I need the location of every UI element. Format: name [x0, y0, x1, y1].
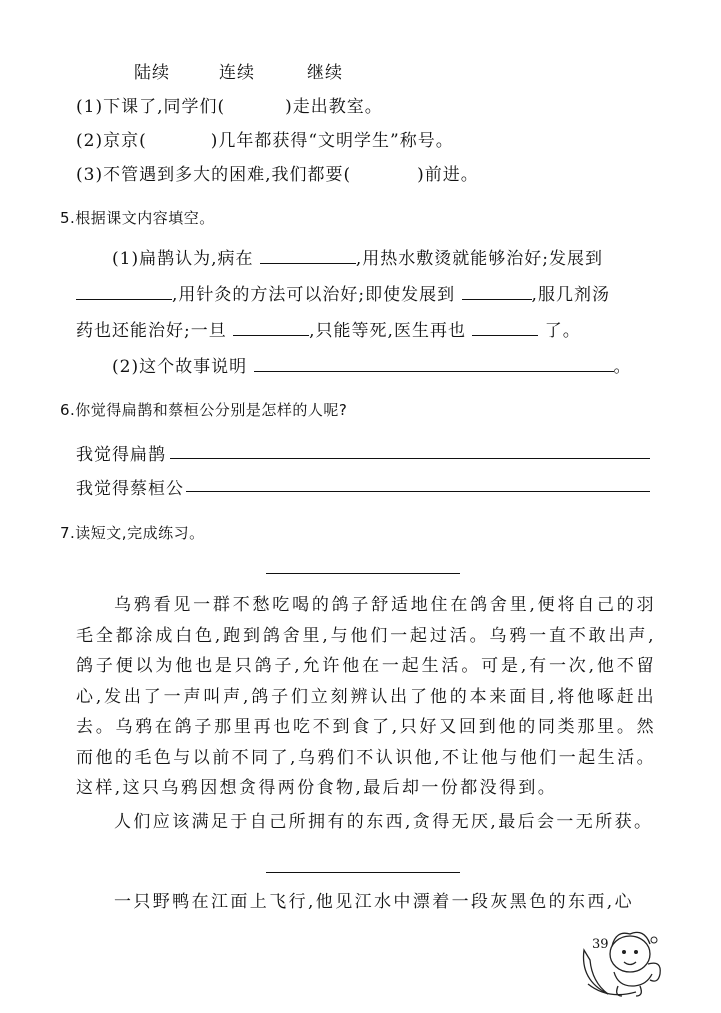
- q5-line-3c: 了。: [544, 321, 581, 341]
- word-option-3: 继续: [307, 63, 343, 83]
- fill-blank-2[interactable]: [76, 285, 172, 300]
- q5-line-4: [112, 352, 632, 377]
- q5-title: 5.根据课文内容填空。: [60, 209, 215, 227]
- q6-answer-label-2: 我觉得蔡桓公: [76, 479, 184, 499]
- fill-blank-1[interactable]: [260, 249, 356, 264]
- story-passage-2: 一只野鸭在江面上飞行,他见江水中漂着一段灰黑色的东西,心: [114, 892, 635, 912]
- q6-answer-line-1[interactable]: [170, 458, 650, 459]
- q6-answer-line-2[interactable]: [186, 491, 650, 492]
- q4-item-3: [76, 160, 479, 185]
- q6-title: 6.你觉得扁鹊和蔡桓公分别是怎样的人呢?: [60, 401, 348, 419]
- q4-item-2-suffix: )几年都获得“文明学生”称号。: [210, 131, 454, 151]
- q5-line-3: [76, 316, 581, 341]
- fill-blank-5[interactable]: [472, 321, 538, 336]
- story-moral: 人们应该满足于自己所拥有的东西,贪得无厌,最后会一无所获。: [114, 812, 654, 832]
- q5-line-4a: (2)这个故事说明: [112, 357, 248, 377]
- q5-line-2: [76, 280, 610, 305]
- q4-item-2-prefix: (2)京京(: [76, 131, 147, 151]
- fill-blank-3[interactable]: [462, 285, 532, 300]
- fill-blank-6[interactable]: [254, 357, 614, 372]
- word-option-1: 陆续: [134, 63, 170, 83]
- q5-line-4b: 。: [613, 357, 632, 377]
- q5-line-3a: 药也还能治好;一旦: [76, 321, 227, 341]
- q5-line-2a: ,用针灸的方法可以治好;即使发展到: [172, 285, 456, 305]
- q5-line-3b: ,只能等死,医生再也: [309, 321, 466, 341]
- story-title-line-1[interactable]: [266, 573, 460, 574]
- q4-item-1-prefix: (1)下课了,同学们(: [76, 97, 226, 117]
- word-option-2: 连续: [219, 63, 255, 83]
- q4-item-2: [76, 126, 454, 151]
- mascot-icon: [578, 920, 670, 1000]
- q4-item-1-suffix: )走出教室。: [285, 97, 383, 117]
- mascot-illustration: [578, 920, 670, 1000]
- q4-item-3-suffix: )前进。: [417, 165, 479, 185]
- q5-line-1a: (1)扁鹊认为,病在: [112, 249, 254, 269]
- q5-line-1: [112, 244, 603, 269]
- story-title-line-2[interactable]: [266, 872, 460, 873]
- q6-answer-label-1: 我觉得扁鹊: [76, 445, 166, 465]
- page-number: 39: [592, 937, 609, 952]
- q4-item-1: [76, 92, 383, 117]
- q4-item-3-prefix: (3)不管遇到多大的困难,我们都要(: [76, 165, 352, 185]
- fill-blank-4[interactable]: [233, 321, 309, 336]
- story-passage-1: 乌鸦看见一群不愁吃喝的鸽子舒适地住在鸽舍里,便将自己的羽毛全都涂成白色,跑到鸽舍里,与他们一起过活。乌鸦一直不敢出声,鸽子便以为他也是只鸽子,允许他在一起生活。可是,有一次,他不留心,发出了一声叫声,鸽子们立刻辨认出了他的本来面目,将他啄赶出去。乌鸦在鸽子那里再也吃不到食了,只好又回到他的同类那里。然而他的毛色与以前不同了,乌鸦们不认识他,不让他与他们一起生活。这样,这只乌鸦因想贪得两份食物,最后却一份都没得到。: [76, 595, 656, 798]
- q5-line-1b: ,用热水敷烫就能够治好;发展到: [355, 249, 604, 269]
- q5-line-2b: ,服几剂汤: [531, 285, 610, 305]
- q7-title: 7.读短文,完成练习。: [60, 524, 205, 542]
